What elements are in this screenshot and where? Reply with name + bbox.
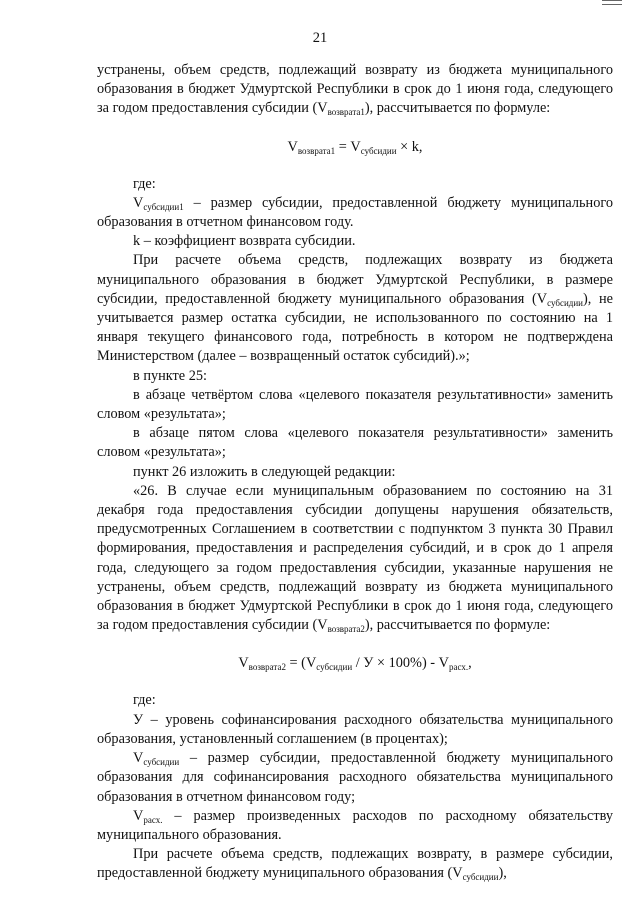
paragraph: в абзаце пятом слова «целевого показателя результативности» заменить словом «результата»;: [97, 425, 613, 461]
paragraph: в абзаце четвёртом слова «целевого показателя результативности» заменить словом «результата»;: [97, 386, 613, 423]
paragraph: «26. В случае если муниципальным образованием по состоянию на 31 декабря года предоставления субсидии допущены нарушения обязательств, предусмотренных Соглашением в соответствии с подпунктом 3 пункта 30 Правил формирования, предоставления и распределения субсидий, и в срок до 1 апреля года, следующего за годом предоставления субсидии, указанные нарушения не устранены, объем средств, подлежащий возврату из бюджета муниципального образования в бюджет Удмуртской Республики в срок до 1 июня года, следующего за годом предоставления субсидии $(V_{возврата2})$, рассчитывается по формуле:: [97, 482, 613, 635]
paragraph: в пункте 25:: [133, 367, 207, 384]
page-number: 21: [312, 30, 328, 46]
where-label: где:: [133, 692, 156, 709]
paragraph: При расчете объема средств, подлежащих возврату, в размере субсидии, предоставленной бюджету муниципального образования $(V_{субсидии})$,: [97, 846, 613, 883]
paragraph: пункт 26 изложить в следующей редакции:: [133, 463, 396, 480]
paragraph: устранены, объем средств, подлежащий возврату из бюджета муниципального образования в бюджет Удмуртской Республики в срок до 1 июня года, следующего за годом предоставления субсидии $(V_{возврата1})$, рассчитывается по формуле:: [97, 62, 613, 118]
definition: $V_{субсидии1}$ – размер субсидии, предоставленной бюджету муниципального образования в отчетном финансовом году.: [97, 194, 613, 231]
where-label: где:: [133, 175, 156, 192]
paragraph: При расчете объема средств, подлежащих возврату из бюджета муниципального образования в бюджет Удмуртской Республики, в размере субсидии, предоставленной бюджету муниципального образования $(V_{субсидии})$, не учитывается размер остатка субсидии, не использованного по состоянию на 1 января текущего финансового года, потребность в котором не подтверждена Министерством (далее – возвращенный остаток субсидий).»;: [97, 252, 613, 365]
body-text: [97, 61, 613, 884]
formula-vozvrata1: $V_{возврата1} = V_{субсидии} \times k$,: [287, 138, 423, 156]
definition: У – уровень софинансирования расходного обязательства муниципального образования, установленный соглашением (в процентах);: [97, 711, 613, 747]
definition: $V_{расх.}$ – размер произведенных расходов по расходному обязательству муниципального образования.: [97, 807, 613, 843]
formula-vozvrata2: $V_{возврата2} = (V_{субсидии} / У \times 100\%) - V_{расх.}$,: [238, 655, 472, 673]
definition: k – коэффициент возврата субсидии.: [133, 233, 356, 250]
corner-mark: [602, 0, 622, 5]
definition: $V_{субсидии}$ – размер субсидии, предоставленной бюджету муниципального образования для софинансирования расходного обязательства муниципального образования в отчетном финансовом году;: [97, 750, 613, 805]
